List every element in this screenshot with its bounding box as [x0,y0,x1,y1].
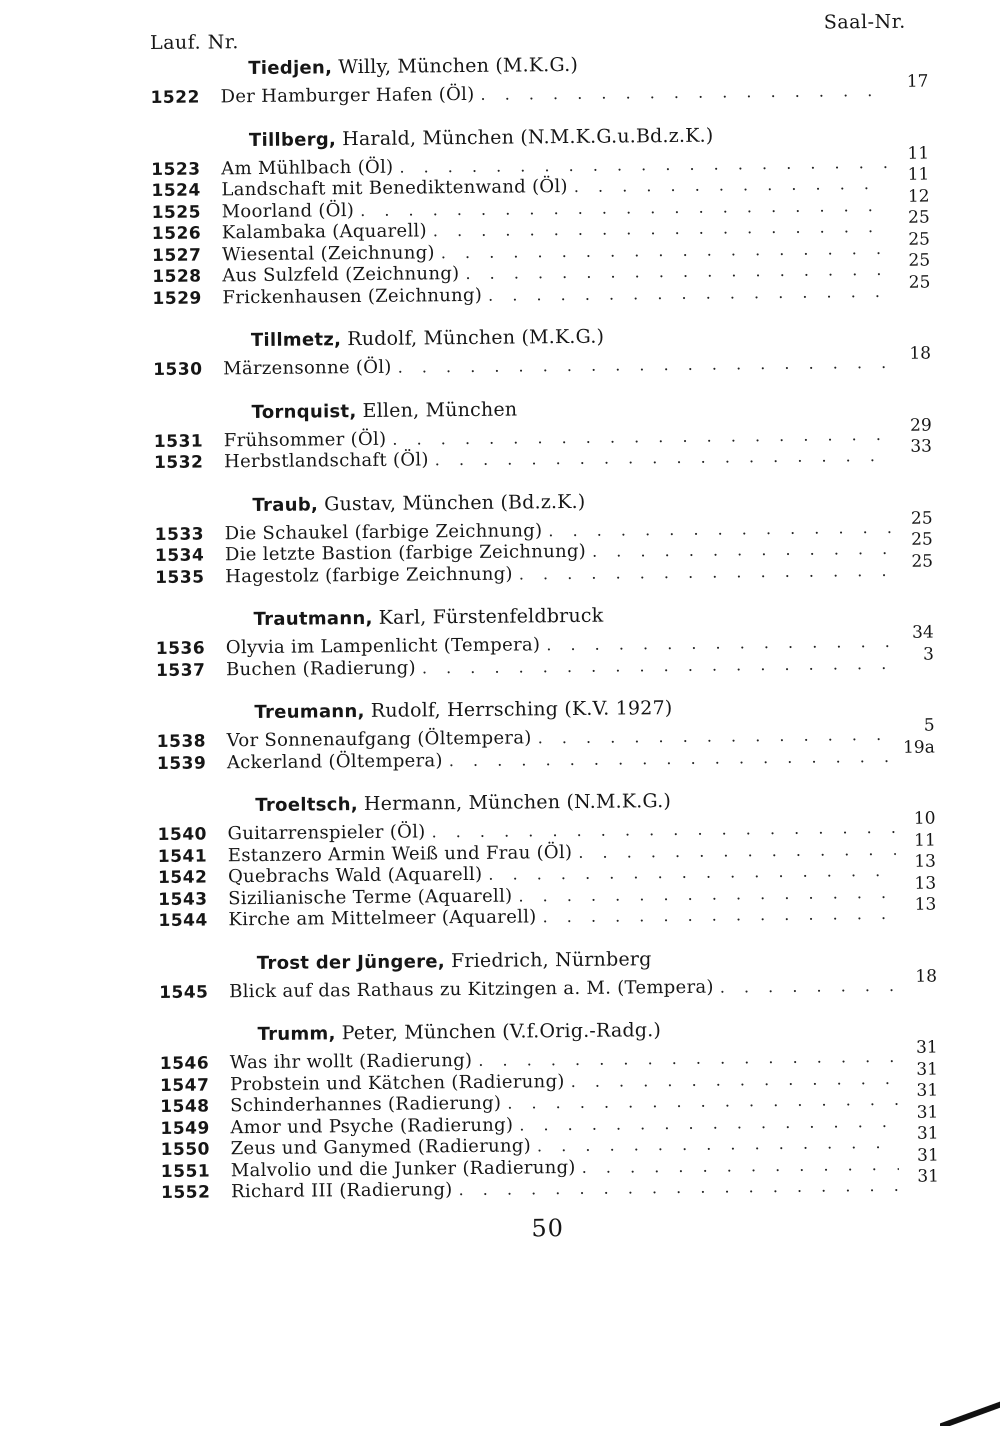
entry-title: Frickenhausen (Zeichnung) [222,284,483,308]
catalog-entry [150,71,929,109]
dot-leader [458,1175,899,1201]
entry-title: Estanzero Armin Weiß und Frau (Öl) [227,841,573,866]
entry-room-number: 31 [916,1123,939,1144]
dot-leader [435,445,893,471]
entry-title: Buchen (Radierung) [225,656,416,680]
header-room-number-label: Saal-Nr. [823,10,906,34]
artist-details: Rudolf, Herrsching (K.V. 1927) [370,697,673,722]
entry-number: 1546 [159,1053,210,1074]
artist-name: Trautmann, [253,607,373,631]
artist-name: Treumann, [254,700,365,724]
entry-number: 1543 [158,888,208,910]
entry-room-number: 25 [910,508,933,529]
entry-title: Die letzte Bastion (farbige Zeichnung) [224,540,587,566]
entry-title: Herbstlandschaft (Öl) [223,449,429,473]
entry-title: Ackerland (Öltempera) [226,749,443,773]
artist-heading [157,785,935,819]
entry-room-number: 13 [914,894,937,915]
entry-number: 1552 [160,1182,211,1203]
entry-number: 1538 [156,731,207,752]
entry-title: Amor und Psyche (Radierung) [230,1114,514,1138]
artist-name: Trumm, [257,1023,336,1046]
entry-number: 1531 [153,431,204,452]
dot-leader [422,652,894,678]
entry-title: Probstein und Kätchen (Radierung) [229,1070,565,1095]
entry-number: 1550 [160,1139,211,1160]
entry-title: Wiesental (Zeichnung) [221,241,435,265]
catalog-entry [153,343,932,381]
artist-name: Tornquist, [251,400,357,423]
entry-title: Aus Sulzfeld (Zeichnung) [222,263,460,287]
entry-room-number: 25 [908,272,931,293]
entry-title: Moorland (Öl) [221,199,355,222]
artist-heading [151,120,929,154]
dot-leader [571,1067,899,1092]
entry-number: 1530 [153,359,203,380]
entry-number: 1549 [160,1117,210,1139]
entry-number: 1542 [157,867,208,888]
artist-block [150,49,928,109]
entry-room-number: 31 [917,1144,939,1166]
entry-number: 1532 [153,452,204,473]
artist-block [151,120,931,309]
entry-title: Quebrachs Wald (Aquarell) [227,863,483,888]
entry-title: Guitarrenspieler (Öl) [227,821,426,845]
entry-title: Richard III (Radierung) [230,1179,453,1203]
entry-title: Vor Sonnenaufgang (Öltempera) [226,727,532,752]
entry-number: 1544 [158,910,208,931]
header-running-number-label: Lauf. Nr. [149,31,239,54]
page-number: 50 [531,1214,565,1243]
entry-title: Frühsommer (Öl) [223,428,387,451]
entry-room-number: 5 [923,715,935,736]
entry-room-number: 25 [908,207,930,228]
artist-name: Tillberg, [248,128,337,151]
entry-number: 1533 [154,524,205,545]
entry-title: Schinderhannes (Radierung) [230,1092,502,1117]
entry-number: 1527 [151,245,202,266]
entry-room-number: 29 [909,415,932,436]
entry-title: Kalambaka (Aquarell) [221,220,427,244]
artist-heading [154,485,932,519]
artist-details: Ellen, München [362,397,518,422]
dot-leader [488,280,891,305]
artist-details: Hermann, München (N.M.K.G.) [363,790,672,815]
entry-room-number: 34 [911,622,934,643]
entry-title: Märzensonne (Öl) [223,356,392,380]
entry-room-number: 31 [917,1166,940,1187]
entry-title: Kirche am Mittelmeer (Aquarell) [228,906,537,931]
artist-heading [156,693,934,727]
entry-number: 1534 [154,545,205,566]
entry-room-number: 10 [913,808,936,829]
entry-room-number: 31 [916,1080,939,1101]
dot-leader [720,974,898,997]
entry-room-number: 11 [907,143,930,164]
entry-number: 1547 [159,1074,210,1096]
dot-leader [398,352,892,378]
dot-leader [519,559,894,584]
catalog-entry [159,965,938,1003]
dot-leader [449,745,895,771]
artist-block [153,392,932,473]
entry-room-number: 31 [916,1058,939,1080]
artist-block [159,943,937,1003]
artist-name: Trost der Jüngere, [256,950,446,974]
entry-number: 1523 [151,159,201,180]
entry-room-number: 31 [915,1037,938,1058]
entry-room-number: 25 [911,551,934,572]
artist-details: Willy, München (M.K.G.) [338,53,579,79]
entry-title: Landschaft mit Benediktenwand (Öl) [221,175,568,201]
entry-room-number: 19a [902,736,935,758]
entry-room-number: 25 [911,529,933,550]
entry-title: Der Hamburger Hafen (Öl) [220,83,475,108]
artist-details: Friedrich, Nürnberg [450,947,652,972]
entry-room-number: 3 [923,644,935,665]
entry-room-number: 25 [908,229,931,250]
entry-room-number: 11 [907,164,930,185]
artist-details: Rudolf, München (M.K.G.) [347,325,605,351]
entry-number: 1528 [152,266,202,287]
entry-number: 1536 [155,638,206,659]
artist-name: Tiedjen, [248,57,333,80]
entry-number: 1537 [155,659,206,681]
artist-heading [153,392,931,426]
entry-room-number: 18 [915,965,938,987]
entry-room-number: 33 [910,436,933,457]
entry-number: 1545 [159,981,209,1003]
page-edge-shadow [940,1386,1000,1426]
artist-name: Traub, [252,493,319,516]
entry-title: Am Mühlbach (Öl) [221,156,394,179]
dot-leader [574,173,890,198]
artist-block [153,321,931,381]
entry-number: 1540 [157,824,208,845]
entry-number: 1541 [157,845,208,867]
artist-details: Gustav, München (Bd.z.K.) [324,490,586,515]
entry-room-number: 12 [907,186,930,207]
entry-title: Blick auf das Rathaus zu Kitzingen a. M. (Tempera) [229,976,714,1002]
entry-room-number: 11 [913,829,936,851]
entry-room-number: 18 [909,343,932,364]
entry-number: 1526 [151,223,202,244]
artist-details: Karl, Fürstenfeldbruck [378,604,604,629]
artist-heading [159,943,937,977]
artist-details: Peter, München (V.f.Orig.-Radg.) [341,1019,662,1045]
entry-number: 1524 [151,180,201,201]
entry-title: Zeus und Ganymed (Radierung) [230,1135,532,1160]
dot-leader [592,538,893,562]
entry-number: 1525 [151,202,202,223]
entry-title: Malvolio und die Junker (Radierung) [230,1156,576,1181]
entry-room-number: 25 [908,250,931,271]
entry-room-number: 13 [914,851,937,872]
entry-room-number: 17 [906,71,929,92]
artist-heading [150,49,928,83]
entry-number: 1535 [155,567,205,588]
artist-heading [155,600,933,634]
artist-name: Troeltsch, [255,794,359,817]
artist-block [155,600,934,681]
dot-leader [582,1153,899,1178]
dot-leader [578,838,896,863]
entry-room-number: 31 [916,1101,939,1123]
dot-leader [542,903,896,928]
entry-number: 1522 [150,87,200,108]
entry-title: Was ihr wollt (Radierung) [229,1049,473,1074]
artist-heading [159,1014,937,1048]
entry-title: Hagestolz (farbige Zeichnung) [225,563,513,587]
artist-name: Tillmetz, [250,329,342,352]
entry-number: 1529 [152,288,202,309]
artist-heading [153,321,931,355]
catalog-list [150,49,939,1223]
artist-block [157,785,936,931]
artist-block [159,1014,939,1203]
entry-title: Olyvia im Lampenlicht (Tempera) [225,634,541,659]
artist-block [154,485,933,588]
dot-leader [480,80,888,105]
entry-number: 1548 [160,1096,210,1117]
entry-room-number: 13 [914,872,937,894]
entry-number: 1539 [156,752,207,774]
entry-number: 1551 [160,1160,211,1182]
artist-details: Harald, München (N.M.K.G.u.Bd.z.K.) [342,124,714,150]
artist-block [156,693,935,774]
entry-title: Sizilianische Terme (Aquarell) [228,885,513,909]
entry-title: Die Schaukel (farbige Zeichnung) [224,519,543,544]
